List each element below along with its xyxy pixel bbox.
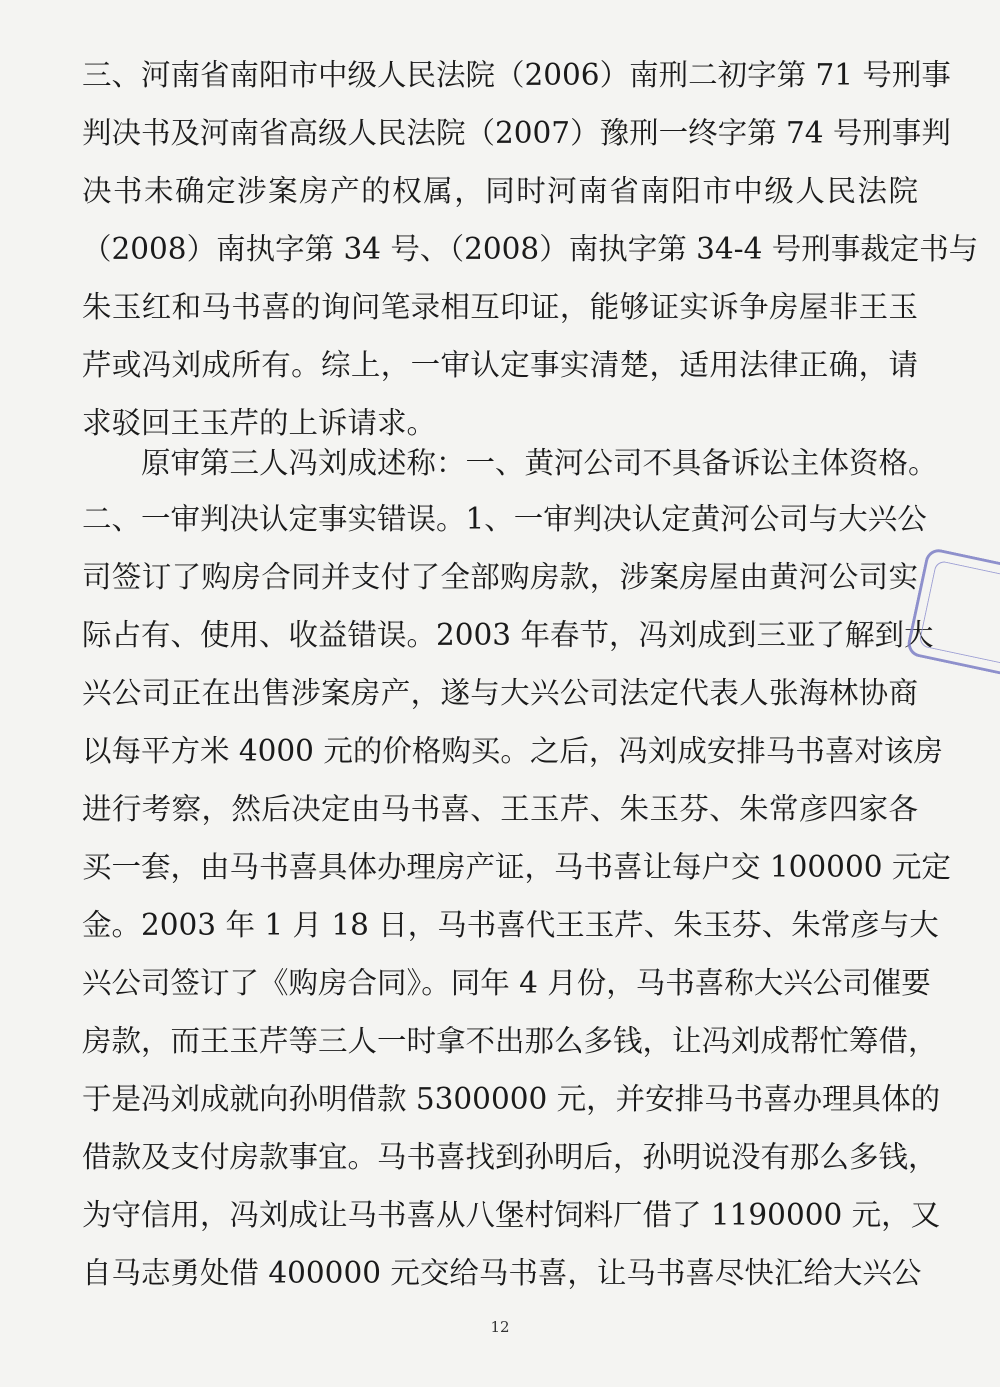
text-line: 判决书及河南省高级人民法院（2007）豫刑一终字第 74 号刑事判: [82, 116, 951, 150]
text-line: 原审第三人冯刘成述称：一、黄河公司不具备诉讼主体资格。: [141, 446, 938, 480]
text-line: 借款及支付房款事宜。马书喜找到孙明后，孙明说没有那么多钱，: [82, 1140, 938, 1174]
text-line: 兴公司正在出售涉案房产，遂与大兴公司法定代表人张海林协商: [82, 676, 918, 710]
seal-stamp: [905, 547, 1000, 684]
text-line: 自马志勇处借 400000 元交给马书喜，让马书喜尽快汇给大兴公: [82, 1256, 922, 1290]
text-line: 为守信用，冯刘成让马书喜从八堡村饲料厂借了 1190000 元，又: [82, 1198, 941, 1232]
text-line: 芹或冯刘成所有。综上，一审认定事实清楚，适用法律正确，请: [82, 348, 918, 382]
text-line: 兴公司签订了《购房合同》。同年 4 月份，马书喜称大兴公司催要: [82, 966, 931, 1000]
text-line: （2008）南执字第 34 号、（2008）南执字第 34-4 号刑事裁定书与: [82, 232, 979, 266]
seal-stamp-border: [918, 560, 1000, 675]
text-line: 金。2003 年 1 月 18 日，马书喜代王玉芹、朱玉芬、朱常彦与大: [82, 908, 939, 942]
text-line: 以每平方米 4000 元的价格购买。之后，冯刘成安排马书喜对该房: [82, 734, 943, 768]
text-line: 进行考察，然后决定由马书喜、王玉芹、朱玉芬、朱常彦四家各: [82, 792, 918, 826]
text-line: 决书未确定涉案房产的权属，同时河南省南阳市中级人民法院: [82, 174, 918, 208]
text-line: 际占有、使用、收益错误。2003 年春节，冯刘成到三亚了解到大: [82, 618, 934, 652]
text-line: 求驳回王玉芹的上诉请求。: [82, 406, 437, 440]
text-line: 二、一审判决认定事实错误。1、一审判决认定黄河公司与大兴公: [82, 502, 927, 536]
page-number: 12: [490, 1318, 510, 1336]
text-line: 司签订了购房合同并支付了全部购房款，涉案房屋由黄河公司实: [82, 560, 918, 594]
text-line: 三、河南省南阳市中级人民法院（2006）南刑二初字第 71 号刑事: [82, 58, 951, 92]
text-line: 房款，而王玉芹等三人一时拿不出那么多钱，让冯刘成帮忙筹借，: [82, 1024, 938, 1058]
text-line: 买一套，由马书喜具体办理房产证，马书喜让每户交 100000 元定: [82, 850, 951, 884]
text-line: 于是冯刘成就向孙明借款 5300000 元，并安排马书喜办理具体的: [82, 1082, 941, 1116]
text-line: 朱玉红和马书喜的询问笔录相互印证，能够证实诉争房屋非王玉: [82, 290, 918, 324]
